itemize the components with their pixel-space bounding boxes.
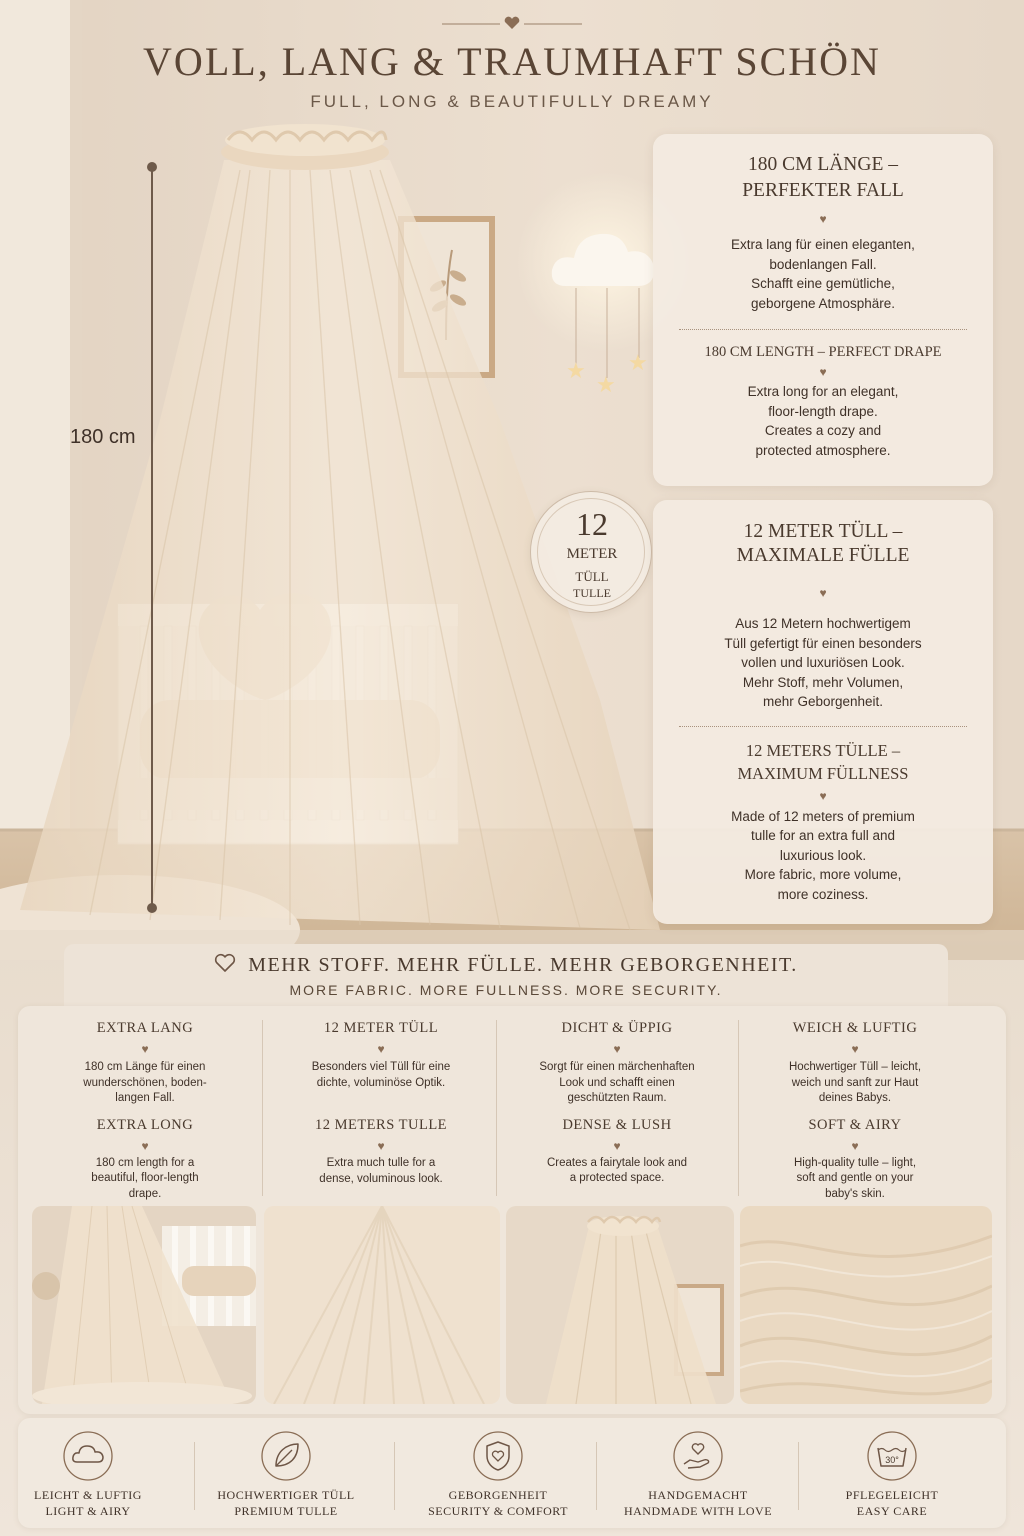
benefit-handmade xyxy=(598,1418,798,1528)
divider xyxy=(679,726,967,727)
feature-text-en: 180 cm length for a beautiful, floor-length drape. xyxy=(91,1156,199,1200)
feature-text-en: Extra much tulle for a dense, voluminous look. xyxy=(319,1157,443,1185)
banner-sub-text: MORE FABRIC. MORE FULLNESS. MORE SECURITY. xyxy=(289,982,723,998)
height-label: 180 cm xyxy=(70,426,136,448)
heart-icon: ♥ xyxy=(851,1042,859,1056)
feature-divider xyxy=(738,1020,739,1196)
wash-temperature: 30° xyxy=(885,1455,899,1465)
feature-12-meter xyxy=(266,1006,496,1196)
hand-heart-icon xyxy=(672,1430,724,1482)
benefit-label-de: PFLEGELEICHT xyxy=(845,1488,939,1502)
canopy-crown-photo xyxy=(506,1206,734,1404)
page-title: VOLL, LANG & TRAUMHAFT SCHÖN xyxy=(143,39,881,84)
benefit-label-de: GEBORGENHEIT xyxy=(448,1488,548,1502)
svg-text:★: ★ xyxy=(566,358,586,383)
canopy-crib-photo xyxy=(32,1206,256,1404)
feature-title-en: SOFT & AIRY xyxy=(808,1116,902,1133)
divider xyxy=(679,329,967,330)
heart-icon: ♥ xyxy=(819,788,827,803)
benefit-label-en: PREMIUM TULLE xyxy=(234,1504,338,1518)
feature-title-en: EXTRA LONG xyxy=(96,1116,194,1133)
length-text-en: Extra long for an elegant, floor-length drape. Creates a cozy and protected atmosphere. xyxy=(747,384,899,458)
icon-divider xyxy=(596,1442,597,1510)
heart-icon: ♥ xyxy=(851,1138,859,1153)
svg-text:★: ★ xyxy=(596,372,616,397)
tulle-text-en: Made of 12 meters of premium tulle for an extra full and luxurious look. More fabric, more volume, more coziness. xyxy=(731,808,915,902)
benefit-light-airy xyxy=(0,1418,188,1528)
banner-main-line xyxy=(64,953,948,979)
badge-unit: METER xyxy=(566,546,618,562)
feature-text-de: 180 cm Länge für einen wunderschönen, boden- langen Fall. xyxy=(83,1061,207,1104)
feature-title-en: 12 METERS TULLE xyxy=(314,1117,448,1133)
tulle-folds-photo xyxy=(264,1206,500,1404)
badge-line-de: TÜLL xyxy=(575,569,609,584)
tulle-text-de: Aus 12 Metern hochwertigem Tüll gefertigt für einen besonders vollen und luxuriösen Look. Mehr Stoff, mehr Volumen, mehr Geborgenheit. xyxy=(724,616,922,709)
benefit-label-en: HANDMADE WITH LOVE xyxy=(623,1504,773,1518)
benefit-label-en: SECURITY & COMFORT xyxy=(428,1504,568,1518)
heart-icon: ♥ xyxy=(819,212,827,226)
page-subtitle: FULL, LONG & BEAUTIFULLY DREAMY xyxy=(310,92,714,111)
heart-icon: ♥ xyxy=(377,1042,385,1056)
heart-icon: ♥ xyxy=(819,586,827,600)
heart-outline-icon xyxy=(214,953,236,979)
heart-icon: ♥ xyxy=(613,1042,621,1056)
benefit-label-de: LEICHT & LUFTIG xyxy=(34,1488,142,1502)
tulle-texture-photo xyxy=(740,1206,992,1404)
feature-text-de: Hochwertiger Tüll – leicht, weich und sanft zur Haut deines Babys. xyxy=(788,1061,922,1104)
feature-title-de: 12 METER TÜLL xyxy=(323,1020,439,1036)
feature-soft xyxy=(744,1006,966,1200)
heart-icon: ♥ xyxy=(141,1138,149,1153)
feature-text-en: High-quality tulle – light, soft and gentle on your baby's skin. xyxy=(793,1156,917,1200)
leaf-icon xyxy=(260,1430,312,1482)
benefit-premium-tulle xyxy=(186,1418,386,1528)
feature-text-de: Sorgt für einen märchenhaften Look und schafft einen geschützten Raum. xyxy=(539,1061,695,1104)
feature-divider xyxy=(262,1020,263,1196)
length-info-card xyxy=(653,134,993,486)
tulle-amount-badge xyxy=(530,491,652,613)
feature-title-de: WEICH & LUFTIG xyxy=(792,1020,918,1036)
benefit-easy-care xyxy=(792,1418,992,1528)
feature-text-en: Creates a fairytale look and a protected space. xyxy=(547,1156,687,1184)
feature-title-de: DICHT & ÜPPIG xyxy=(561,1020,673,1036)
svg-text:★: ★ xyxy=(628,350,648,375)
cloud-icon xyxy=(62,1430,114,1482)
height-measure-line xyxy=(151,166,153,908)
feature-extra-long xyxy=(32,1006,258,1200)
length-text-de: Extra lang für einen eleganten, bodenlangen Fall. Schafft eine gemütliche, geborgene Atmosphäre. xyxy=(731,237,915,311)
benefit-label-en: EASY CARE xyxy=(856,1504,928,1518)
length-title-de: 180 CM LÄNGE – PERFEKTER FALL xyxy=(742,154,904,201)
shield-heart-icon xyxy=(472,1430,524,1482)
badge-number: 12 xyxy=(576,506,608,542)
banner-main-text: MEHR STOFF. MEHR FÜLLE. MEHR GEBORGENHEIT. xyxy=(248,954,798,976)
icon-divider xyxy=(394,1442,395,1510)
tulle-title-de: 12 METER TÜLL – MAXIMALE FÜLLE xyxy=(736,521,910,566)
feature-dense xyxy=(502,1006,732,1196)
wash-30-icon xyxy=(866,1430,918,1482)
feature-divider xyxy=(496,1020,497,1196)
heart-icon: ♥ xyxy=(819,365,827,379)
benefit-label-de: HOCHWERTIGER TÜLL xyxy=(217,1488,355,1502)
tulle-info-card xyxy=(653,500,993,924)
feature-title-de: EXTRA LANG xyxy=(96,1020,194,1036)
measure-bottom-dot xyxy=(147,903,157,913)
benefit-label-en: LIGHT & AIRY xyxy=(45,1504,131,1518)
feature-text-de: Besonders viel Tüll für eine dichte, voluminöse Optik. xyxy=(311,1061,451,1089)
feature-title-en: DENSE & LUSH xyxy=(562,1116,672,1133)
heart-icon: ♥ xyxy=(377,1139,385,1153)
tulle-title-en: 12 METERS TÜLLE – MAXIMUM FÜLLNESS xyxy=(737,740,909,783)
benefits-icon-bar xyxy=(18,1418,1006,1528)
heart-icon: ♥ xyxy=(613,1138,621,1153)
benefit-banner xyxy=(64,944,948,1006)
heart-icon: ♥ xyxy=(141,1042,149,1056)
benefit-security xyxy=(398,1418,598,1528)
header-ornament xyxy=(442,14,582,34)
benefit-label-de: HANDGEMACHT xyxy=(648,1488,748,1502)
length-title-en: 180 CM LENGTH – PERFECT DRAPE xyxy=(704,344,942,360)
badge-line-en: TULLE xyxy=(573,586,611,600)
measure-top-dot xyxy=(147,162,157,172)
